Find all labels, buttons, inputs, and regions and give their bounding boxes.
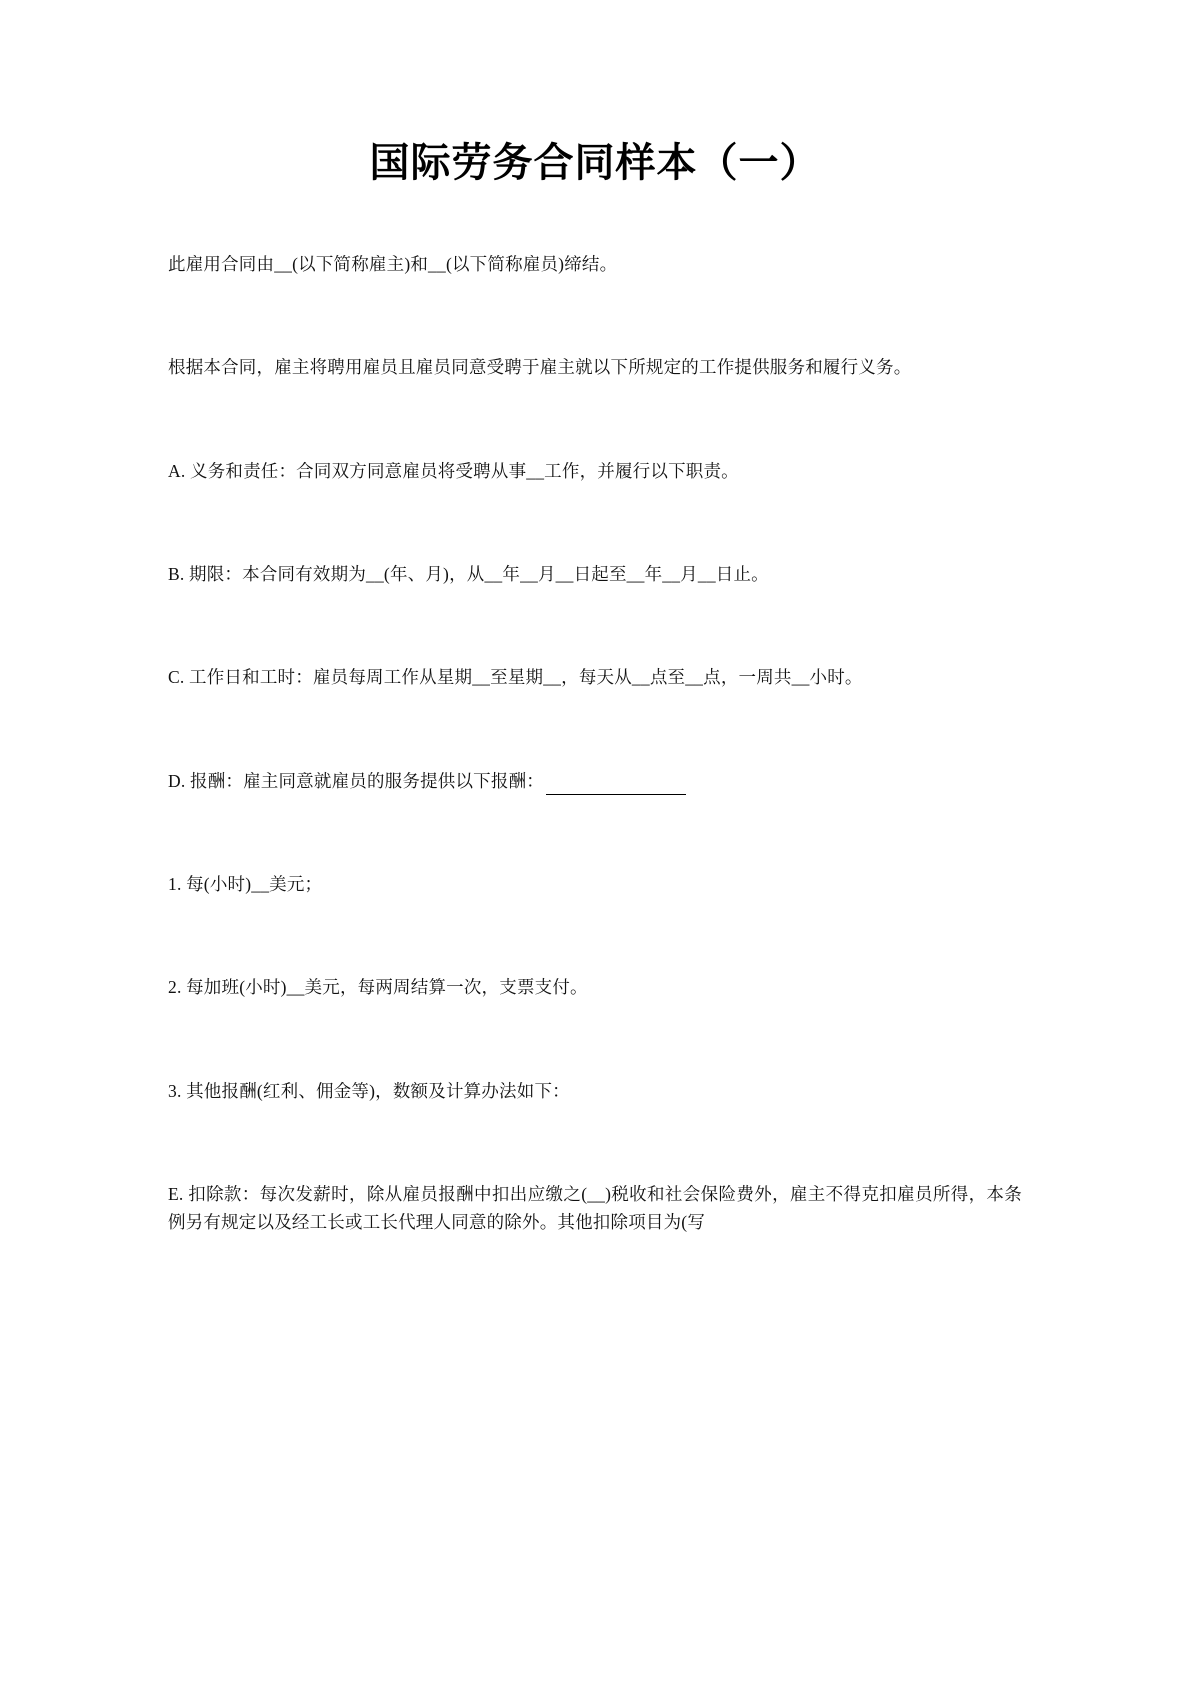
document-body <box>168 250 1022 1237</box>
clause-a-duties: A. 义务和责任：合同双方同意雇员将受聘从事__工作，并履行以下职责。 <box>168 460 739 481</box>
paragraph-intro: 此雇用合同由__(以下简称雇主)和__(以下简称雇员)缔结。 <box>168 254 618 274</box>
clause-d-compensation <box>168 767 1022 795</box>
compensation-item-3: 3. 其他报酬(红利、佣金等)，数额及计算办法如下： <box>168 1080 570 1101</box>
paragraph-purpose: 根据本合同，雇主将聘用雇员且雇员同意受聘于雇主就以下所规定的工作提供服务和履行义务。 <box>168 357 912 378</box>
clause-e-deductions: E. 扣除款：每次发薪时，除从雇员报酬中扣出应缴之(__)税收和社会保险费外，雇主不得克扣雇员所得，本条例另有规定以及经工长或工长代理人同意的除外。其他扣除项目为(写 <box>168 1184 1022 1233</box>
compensation-item-1: 1. 每(小时)__美元； <box>168 874 323 895</box>
clause-b-term: B. 期限：本合同有效期为__(年、月)，从__年__月__日起至__年__月__日止。 <box>168 564 769 585</box>
clause-d-text: D. 报酬：雇主同意就雇员的服务提供以下报酬： <box>168 770 544 791</box>
clause-c-working-hours: C. 工作日和工时：雇员每周工作从星期__至星期__，每天从__点至__点，一周共__小时。 <box>168 667 863 688</box>
compensation-item-2: 2. 每加班(小时)__美元，每两周结算一次，支票支付。 <box>168 977 588 998</box>
page-title: 国际劳务合同样本（一） <box>369 140 821 185</box>
compensation-blank-rule <box>546 777 686 795</box>
